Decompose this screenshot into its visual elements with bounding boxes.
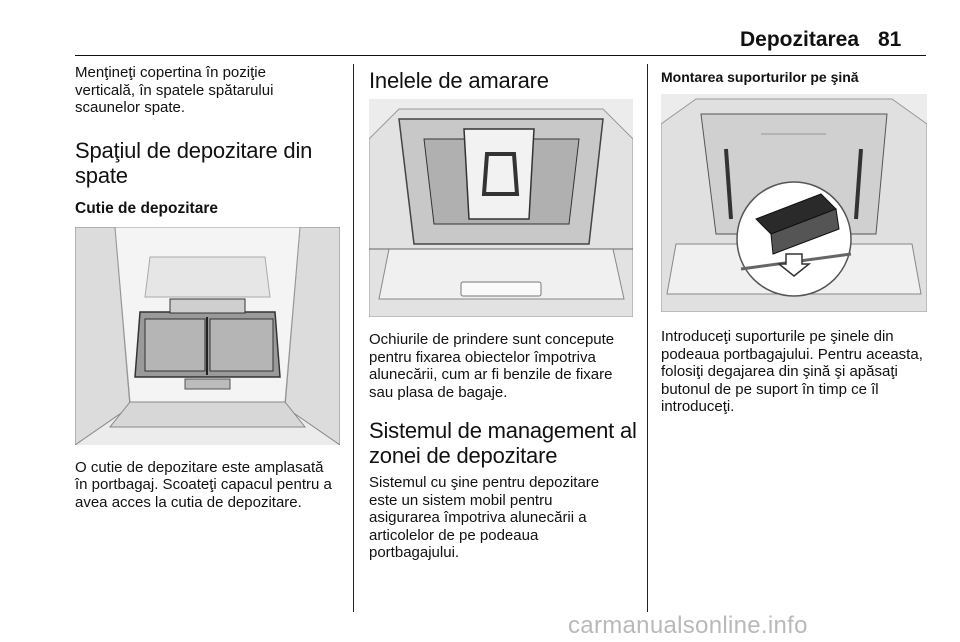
rail-mount-paragraph: Introduceţi suporturile pe şinele din podeaua portbagajului. Pentru aceasta, folosiţi degajarea din şină şi apăsaţi butonul de pe suport în timp ce îl introduceţi. xyxy=(661,328,923,415)
column-divider-left xyxy=(353,64,354,612)
header-rule xyxy=(75,55,926,56)
column-right xyxy=(661,64,927,416)
page-number: 81 xyxy=(878,28,902,51)
subsection-title-mount-rails: Montarea suporturilor pe şină xyxy=(661,69,859,85)
column-middle xyxy=(369,64,637,562)
lashing-rings-illustration xyxy=(369,99,633,317)
lashing-rings-paragraph: Ochiurile de prindere sunt concepute pentru fixarea obiectelor împotriva alunecării, cum ar fi benzile de fixare sau plasa de bagaje. xyxy=(369,331,615,401)
section-title-storage-management: Sistemul de management al zonei de depozitare xyxy=(369,418,637,468)
column-divider-right xyxy=(647,64,648,612)
storage-box-illustration xyxy=(75,227,340,445)
watermark: carmanualsonline.info xyxy=(568,612,808,639)
storage-box-caption: O cutie de depozitare este amplasată în portbagaj. Scoateţi capacul pentru a avea acces la cutia de depozitare. xyxy=(75,458,332,511)
intro-paragraph: Menţineţi copertina în poziţie verticală, în spatele spătarului scaunelor spate. xyxy=(75,64,274,116)
subsection-title-storage-box: Cutie de depozitare xyxy=(75,199,218,217)
column-left xyxy=(75,64,340,511)
header-title: Depozitarea xyxy=(740,28,860,51)
rail-mount-illustration xyxy=(661,94,927,312)
storage-management-paragraph: Sistemul cu şine pentru depozitare este un sistem mobil pentru asigurarea împotriva alunecării a articolelor de pe podeaua portbagajului. xyxy=(369,474,600,561)
section-title-rear-storage: Spaţiul de depozitare din spate xyxy=(75,137,313,188)
section-title-lashing-rings: Inelele de amarare xyxy=(369,68,549,93)
